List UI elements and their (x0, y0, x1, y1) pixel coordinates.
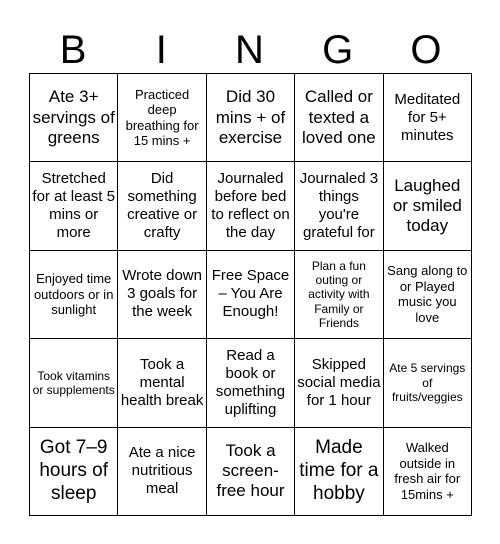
bingo-cell[interactable] (30, 162, 118, 250)
bingo-cell[interactable] (118, 428, 206, 516)
bingo-board (29, 73, 472, 516)
bingo-cell[interactable] (207, 339, 295, 427)
header-letter-o: O (410, 28, 442, 72)
cell-text: Read a book or something uplifting (215, 346, 286, 418)
bingo-cell[interactable] (118, 74, 206, 162)
header-letter-b: B (59, 28, 87, 72)
cell-text: Plan a fun outing or activity with Family or Friends (308, 258, 370, 331)
bingo-cell[interactable] (118, 162, 206, 250)
cell-text: Enjoyed time outdoors or in sunlight (33, 271, 114, 318)
cell-text: Journaled before bed to reflect on the day (211, 170, 290, 242)
cell-text: Stretched for at least 5 mins or more (32, 170, 115, 242)
bingo-cell[interactable] (384, 428, 472, 516)
cell-text: Made time for a hobby (299, 437, 379, 504)
cell-text: Took a screen-free hour (216, 440, 285, 501)
cell-text: Did something creative or crafty (127, 170, 198, 242)
bingo-cell[interactable] (384, 74, 472, 162)
bingo-cell[interactable] (30, 251, 118, 339)
cell-text: Journaled 3 things you're grateful for (299, 170, 379, 242)
bingo-cell[interactable] (295, 251, 383, 339)
bingo-cell[interactable] (295, 428, 383, 516)
bingo-cell[interactable] (30, 339, 118, 427)
bingo-cell[interactable] (118, 251, 206, 339)
cell-text: Got 7–9 hours of sleep (39, 437, 109, 504)
cell-text: Ate 3+ servings of greens (32, 87, 115, 147)
cell-text: Ate a nice nutritious meal (128, 444, 196, 498)
cell-text: Walked outside in fresh air for 15mins + (394, 440, 461, 502)
bingo-cell[interactable] (384, 339, 472, 427)
cell-text: Called or texted a loved one (302, 87, 376, 147)
bingo-cell[interactable] (30, 74, 118, 162)
cell-text: Did 30 mins + of exercise (215, 87, 286, 147)
header-letter-i: I (155, 28, 167, 72)
free-space-cell[interactable] (207, 251, 295, 339)
cell-text: Ate 5 servings of fruits/veggies (389, 361, 466, 405)
cell-text: Free Space – You Are Enough! (211, 267, 290, 321)
cell-text: Wrote down 3 goals for the week (122, 267, 202, 321)
bingo-cell[interactable] (118, 339, 206, 427)
cell-text: Meditated for 5+ minutes (394, 90, 461, 144)
header-letter-g: G (322, 28, 354, 72)
bingo-cell[interactable] (384, 251, 472, 339)
cell-text: Laughed or smiled today (392, 175, 462, 236)
bingo-cell[interactable] (384, 162, 472, 250)
cell-text: Skipped social media for 1 hour (297, 355, 381, 409)
bingo-cell[interactable] (295, 339, 383, 427)
cell-text: Sang along to or Played music you love (387, 263, 468, 326)
bingo-cell[interactable] (295, 74, 383, 162)
bingo-cell[interactable] (207, 74, 295, 162)
bingo-cell[interactable] (295, 162, 383, 250)
cell-text: Took vitamins or supplements (32, 368, 115, 397)
cell-text: Took a mental health break (120, 355, 204, 409)
bingo-header (29, 26, 470, 74)
header-letter-n: N (235, 28, 264, 72)
bingo-cell[interactable] (207, 162, 295, 250)
bingo-cell[interactable] (207, 428, 295, 516)
cell-text: Practiced deep breathing for 15 mins + (125, 86, 199, 149)
bingo-cell[interactable] (30, 428, 118, 516)
